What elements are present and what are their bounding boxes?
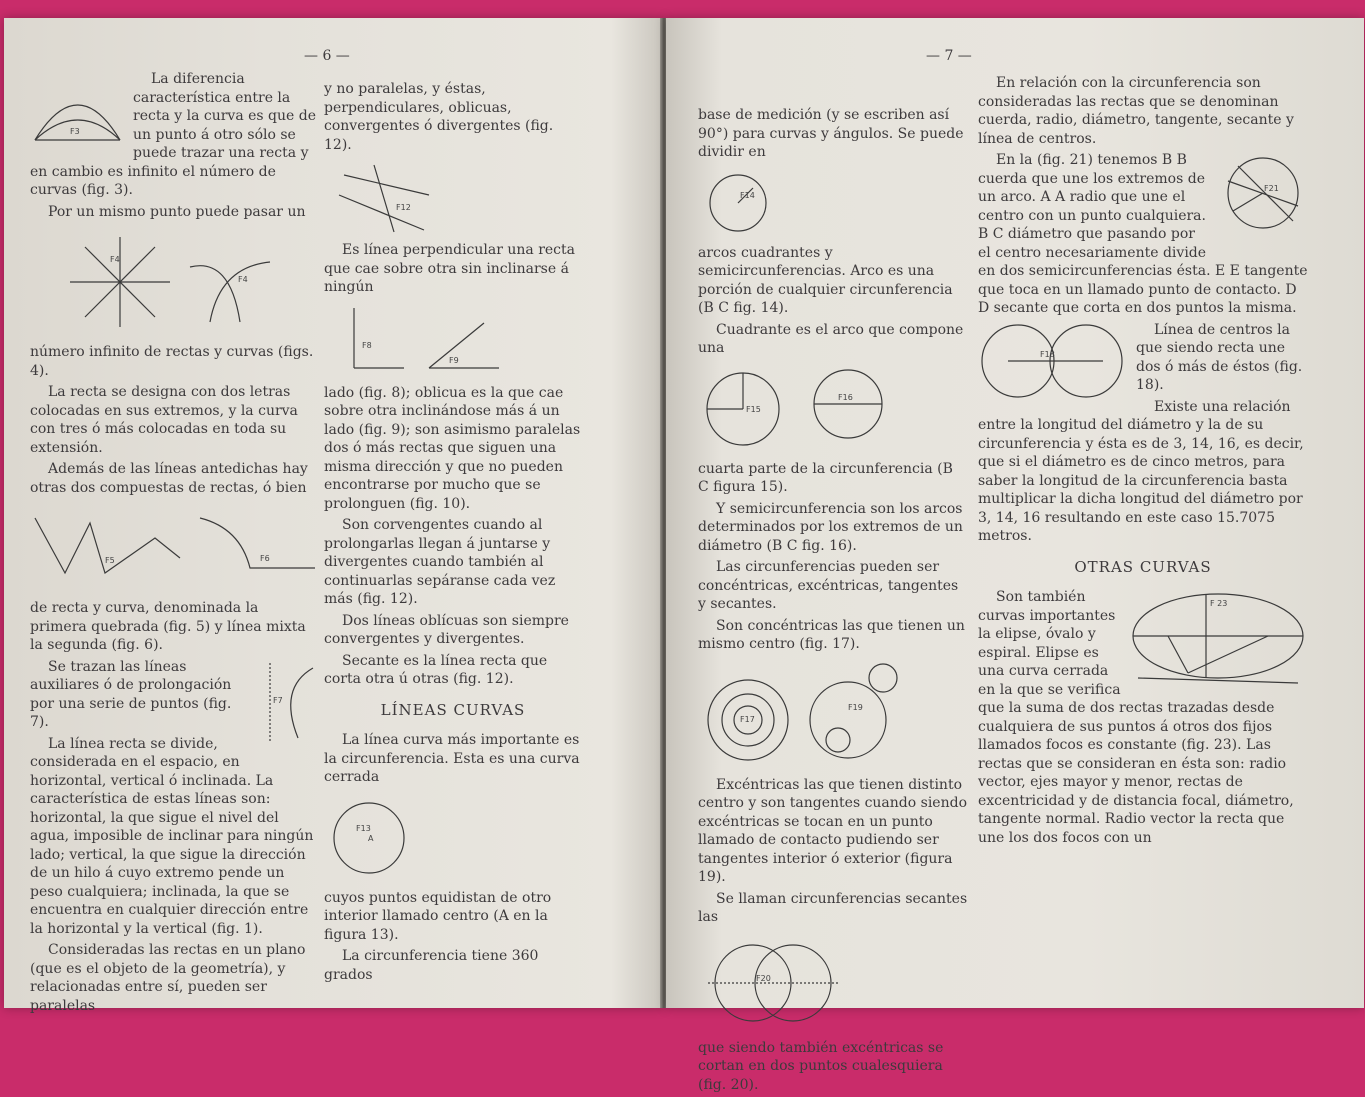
figure-12 [324, 160, 582, 235]
paragraph: de recta y curva, denominada la primera quebrada (fig. 5) y línea mixta la segunda (fig. 6). [30, 600, 306, 653]
svg-text:F4: F4 [110, 255, 120, 264]
paragraph: En la (fig. 21) tenemos B B cuerda que une los extremos de un arco. A A radio que une el centro con un punto cualquiera. B C diámetro que pasando por el centro necesariamente divide en dos semicircunferencias ésta. E E tangente que toca en un llamado punto de contacto. D D secante que corta en dos puntos la misma. [978, 152, 1308, 316]
svg-text:F7: F7 [273, 695, 283, 705]
svg-text:F13: F13 [356, 823, 371, 833]
svg-text:F6: F6 [260, 554, 270, 563]
paragraph: Se trazan las líneas auxiliares ó de prolongación por una serie de puntos (fig. 7). [30, 658, 232, 730]
svg-text:F15: F15 [746, 404, 761, 414]
right-col-1 [698, 106, 968, 1097]
paragraph: Se llaman circunferencias secantes las [698, 890, 968, 925]
paragraph: La circunferencia tiene 360 grados [324, 948, 539, 983]
svg-text:F12: F12 [396, 203, 411, 212]
left-col-2 [324, 80, 582, 987]
paragraph: La línea curva más importante es la circunferencia. Esta es una curva cerrada [324, 732, 580, 785]
figure-18 [978, 321, 1128, 407]
paragraph: En relación con la circunferencia son consideradas las rectas que se denominan cuerda, radio, diámetro, tangente, secante y línea de centros. [978, 75, 1294, 147]
paragraph: Cuadrante es el arco que compone una [698, 321, 964, 356]
paragraph: Existe una relación entre la longitud del diámetro y la de su circunferencia y ésta es de 3, 14, 16, es decir, que si el diámetro es de cinco metros, para saber la longitud de la circunferencia basta multiplicar la dicha longitud del diámetro por 3, 14, 16 resultando en este caso 15.7075 metros. [978, 398, 1304, 544]
figure-17-19 [698, 660, 968, 770]
paragraph: número infinito de rectas y curvas (figs. 4). [30, 344, 314, 379]
svg-text:F18: F18 [1040, 349, 1055, 359]
figure-13 [324, 793, 582, 883]
left-col-1 [30, 70, 318, 1018]
paragraph: La diferencia característica entre la recta y la curva es que de un punto á otro sólo se puede trazar una recta y en cambio es infinito el número de curvas (fig. 3). [30, 71, 317, 198]
right-page [666, 18, 1364, 1093]
section-heading-otras-curvas: OTRAS CURVAS [1074, 557, 1212, 576]
figure-14 [698, 168, 968, 238]
page-number-7: — 7 — [926, 48, 972, 64]
left-page [4, 18, 664, 1014]
svg-text:F20: F20 [756, 973, 771, 983]
svg-text:F19: F19 [848, 702, 863, 712]
paragraph: Línea de centros la que siendo recta une dos ó más de éstos (fig. 18). [1136, 321, 1303, 393]
figure-5-6 [30, 503, 318, 593]
paragraph: La línea recta se divide, considerada en el espacio, en horizontal, vertical ó inclinada. La característica de estas líneas son: horizontal, la que sigue el nivel del agua, imposible de inclinar para ningún lado; vertical, la que sigue la dirección de un hilo á cuyo extremo pende un peso cualquiera; inclinada, la que se encuentra en cualquier dirección entre la horizontal y la vertical (fig. 1). [30, 735, 314, 937]
paragraph: Consideradas las rectas en un plano (que es el objeto de la geometría), y relacionadas entre sí, pueden ser paralelas [30, 942, 306, 1014]
svg-text:F14: F14 [740, 190, 755, 200]
figure-15-16 [698, 364, 968, 454]
right-col-2 [978, 74, 1308, 850]
paragraph: Es línea perpendicular una recta que cae sobre otra sin inclinarse á ningún [324, 242, 575, 295]
paragraph: cuarta parte de la circunferencia (B C figura 15). [698, 460, 953, 495]
section-heading-lineas-curvas: LÍNEAS CURVAS [380, 700, 526, 719]
paragraph: La recta se designa con dos letras colocadas en sus extremos, y la curva con tres ó más colocadas en toda su extensión. [30, 384, 298, 456]
paragraph: Son corvengentes cuando al prolongarlas llegan á juntarse y divergentes cuando también al continuarlas sepáranse cada vez más (fig. 12). [324, 517, 556, 607]
svg-text:A: A [368, 833, 374, 843]
page-number-6: — 6 — [304, 48, 350, 64]
figure-3 [30, 70, 125, 156]
paragraph: y no paralelas, y éstas, perpendiculares, oblicuas, convergentes ó divergentes (fig. 12). [324, 81, 554, 153]
paragraph: Secante es la línea recta que corta otra ú otras (fig. 12). [324, 652, 548, 687]
figure-23 [1128, 588, 1308, 694]
paragraph: Dos líneas oblícuas son siempre convergentes y divergentes. [324, 612, 569, 647]
svg-text:F8: F8 [362, 340, 372, 350]
paragraph: Y semicircunferencia son los arcos determinados por los extremos de un diámetro (B C fig. 16). [698, 500, 963, 554]
figure-4 [30, 227, 318, 337]
svg-text:F21: F21 [1264, 184, 1279, 193]
paragraph: Son también curvas importantes la elipse, óvalo y espiral. Elipse es una curva cerrada en la que se verifica que la suma de dos rectas trazadas desde cualquiera de sus puntos á otros dos fijos llamados focos es constante (fig. 23). Las rectas que se consideran en ésta son: radio vector, ejes mayor y menor, rectas de excentricidad y de distancia focal, diámetro, tangente normal. Radio vector la recta que une los dos focos con un [978, 589, 1294, 846]
paragraph: Las circunferencias pueden ser concéntricas, excéntricas, tangentes y secantes. [698, 559, 959, 612]
figure-20 [698, 933, 968, 1033]
svg-text:F9: F9 [449, 355, 459, 365]
paragraph: cuyos puntos equidistan de otro interior llamado centro (A en la figura 13). [324, 889, 552, 943]
figure-8-9 [324, 303, 582, 378]
svg-text:F5: F5 [105, 556, 115, 565]
paragraph: arcos cuadrantes y semicircunferencias. Arco es una porción de cualquier circunferencia (B C fig. 14). [698, 244, 953, 316]
svg-text:F4: F4 [238, 275, 248, 284]
svg-text:F16: F16 [838, 392, 853, 402]
paragraph: lado (fig. 8); oblicua es la que cae sobre otra inclinándose más á un lado (fig. 9); son asimismo paralelas dos ó más rectas que siguen una misma dirección y que no pueden encontrarse por mucho que se prolonguen (fig. 10). [324, 384, 581, 512]
svg-text:F 23: F 23 [1210, 599, 1228, 608]
svg-text:F3: F3 [70, 127, 80, 136]
svg-text:F17: F17 [740, 714, 755, 724]
paragraph: Por un mismo punto puede pasar un [48, 203, 306, 220]
paragraph: que siendo también excéntricas se cortan en dos puntos cualesquiera (fig. 20). [698, 1039, 944, 1093]
figure-21 [1218, 151, 1308, 242]
paragraph: Además de las líneas antedichas hay otras dos compuestas de rectas, ó bien [30, 461, 308, 496]
paragraph: Son concéntricas las que tienen un mismo centro (fig. 17). [698, 617, 965, 652]
paragraph: base de medición (y se escriben así 90°) para curvas y ángulos. Se puede dividir en [698, 107, 964, 160]
figure-7 [258, 658, 318, 754]
paragraph: Excéntricas las que tienen distinto centro y son tangentes cuando siendo excéntricas se tocan en un punto llamado de contacto pudiendo ser tangentes interior ó exterior (figura 19). [698, 776, 967, 885]
